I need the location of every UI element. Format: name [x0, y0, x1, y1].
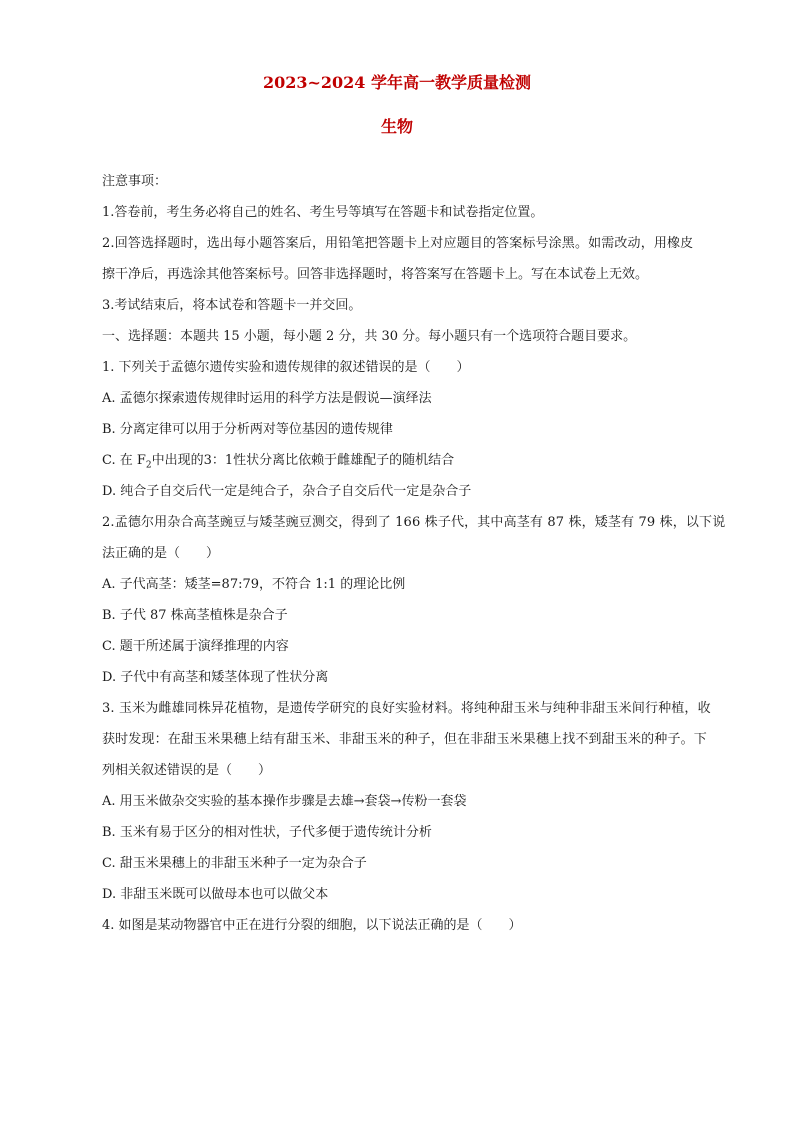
answer-option: B. 分离定律可以用于分析两对等位基因的遗传规律 [102, 422, 393, 437]
answer-option: C. 题干所述属于演绎推理的内容 [102, 639, 289, 654]
question-stem: 法正确的是（ ） [102, 546, 220, 561]
question-stem: 2.孟德尔用杂合高茎豌豆与矮茎豌豆测交，得到了 166 株子代，其中高茎有 87 株，矮茎有 79 株，以下说 [102, 515, 726, 530]
option-text: C. 在 F [102, 453, 146, 468]
question-stem: 1. 下列关于孟德尔遗传实验和遗传规律的叙述错误的是（ ） [102, 360, 470, 375]
option-text: 中出现的3：1性状分离比依赖于雌雄配子的随机结合 [151, 453, 455, 468]
section-heading: 一、选择题：本题共 15 小题，每小题 2 分，共 30 分。每小题只有一个选项符合题目要求。 [102, 329, 637, 344]
answer-option: B. 子代 87 株高茎植株是杂合子 [102, 608, 288, 623]
subscript: 2 [145, 460, 152, 471]
answer-option: A. 子代高茎：矮茎=87:79，不符合 1:1 的理论比例 [102, 577, 406, 592]
question-stem: 列相关叙述错误的是（ ） [102, 763, 272, 778]
notice-item: 擦干净后，再选涂其他答案标号。回答非选择题时，将答案写在答题卡上。写在本试卷上无效。 [102, 267, 649, 282]
notice-item: 3.考试结束后，将本试卷和答题卡一并交回。 [102, 298, 362, 313]
answer-option: C. 甜玉米果穗上的非甜玉米种子一定为杂合子 [102, 856, 367, 871]
answer-option: A. 用玉米做杂交实验的基本操作步骤是去雄→套袋→传粉一套袋 [102, 794, 467, 809]
notice-heading: 注意事项： [102, 174, 168, 189]
answer-option: A. 孟德尔探索遗传规律时运用的科学方法是假说—演绎法 [102, 391, 432, 406]
notice-item: 1.答卷前，考生务必将自己的姓名、考生号等填写在答题卡和试卷指定位置。 [102, 205, 544, 220]
question-stem: 获时发现：在甜玉米果穗上结有甜玉米、非甜玉米的种子，但在非甜玉米果穗上找不到甜玉米的种子。下 [102, 732, 707, 747]
answer-option: B. 玉米有易于区分的相对性状，子代多便于遗传统计分析 [102, 825, 432, 840]
exam-body [102, 166, 726, 941]
answer-option: D. 纯合子自交后代一定是纯合子，杂合子自交后代一定是杂合子 [102, 484, 472, 499]
answer-option: D. 子代中有高茎和矮茎体现了性状分离 [102, 670, 329, 685]
question-stem: 3. 玉米为雌雄同株异花植物，是遗传学研究的良好实验材料。将纯种甜玉米与纯种非甜玉米间行种植，收 [102, 701, 711, 716]
exam-subject: 生物 [380, 117, 413, 136]
answer-option [102, 445, 722, 476]
answer-option: D. 非甜玉米既可以做母本也可以做父本 [102, 887, 329, 902]
notice-item: 2.回答选择题时，选出每小题答案后，用铅笔把答题卡上对应题目的答案标号涂黑。如需改动，用橡皮 [102, 236, 694, 251]
exam-title: 2023~2024 学年高一教学质量检测 [262, 73, 532, 92]
question-stem: 4. 如图是某动物器官中正在进行分裂的细胞，以下说法正确的是（ ） [102, 918, 522, 933]
